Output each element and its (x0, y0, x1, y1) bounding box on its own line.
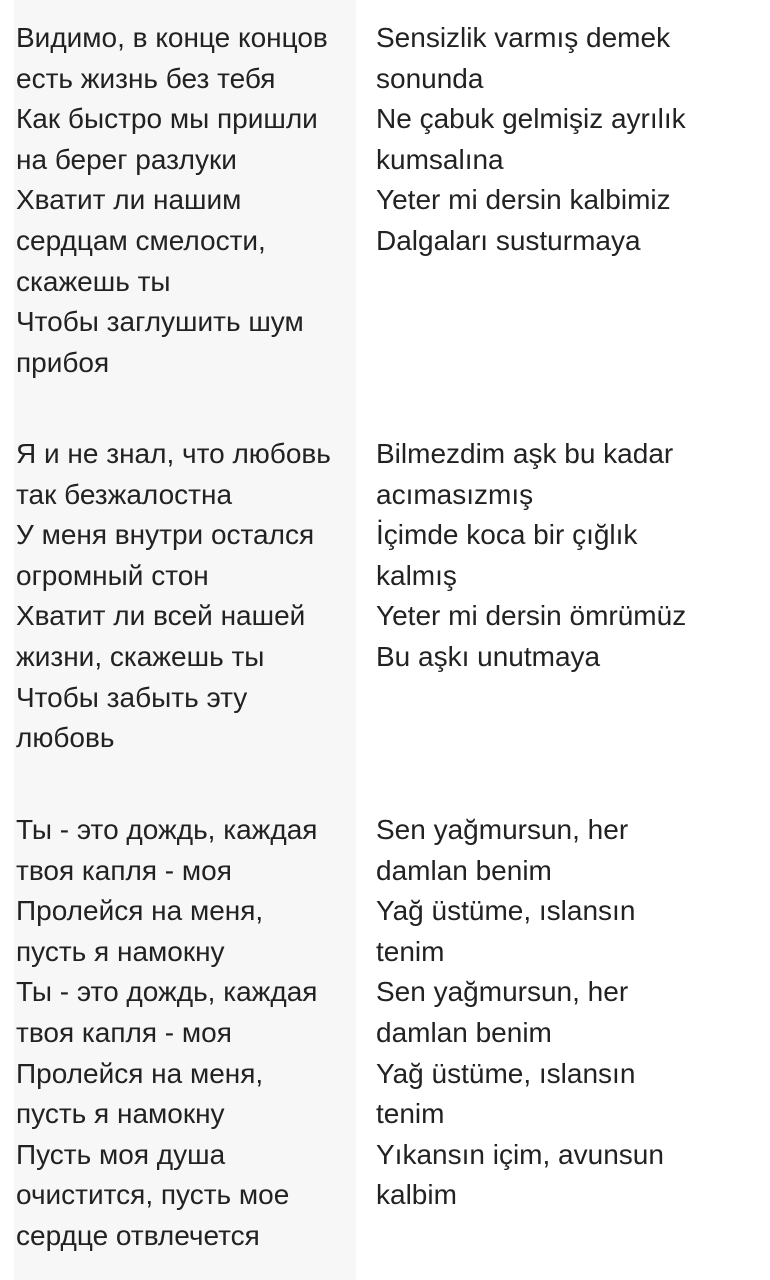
stanza-2-turkish: Bilmezdim aşk bu kadar acımasızmış İçimde koca bir çığlık kalmış Yeter mi dersin ömrümüz Bu aşkı unutmaya (376, 438, 687, 672)
russian-column (16, 0, 361, 1251)
stanza-3-turkish: Sen yağmursun, her damlan benim Yağ üstüme, ıslansın tenim Sen yağmursun, her damlan benim Yağ üstüme, ıslansın tenim Yıkansın içim, avunsun kalbim (376, 814, 664, 1211)
turkish-column (376, 0, 766, 1211)
stanza-3-russian: Ты - это дождь, каждая твоя капля - моя Пролейся на меня, пусть я намокну Ты - это дождь, каждая твоя капля - моя Пролейся на меня, пусть я намокну Пусть моя душа очистится, пусть мое сердце отвлечется (16, 814, 318, 1251)
stanza-2-russian: Я и не знал, что любовь так безжалостна У меня внутри остался огромный стон Хватит ли всей нашей жизни, скажешь ты Чтобы забыть эту любовь (16, 438, 331, 754)
stanza-1-russian: Видимо, в конце концов есть жизнь без тебя Как быстро мы пришли на берег разлуки Хватит ли нашим сердцам смелости, скажешь ты Чтобы заглушить шум прибоя (16, 22, 328, 378)
stanza-1-turkish: Sensizlik varmış demek sonunda Ne çabuk gelmişiz ayrılık kumsalına Yeter mi dersin kalbimiz Dalgaları susturmaya (376, 22, 686, 256)
